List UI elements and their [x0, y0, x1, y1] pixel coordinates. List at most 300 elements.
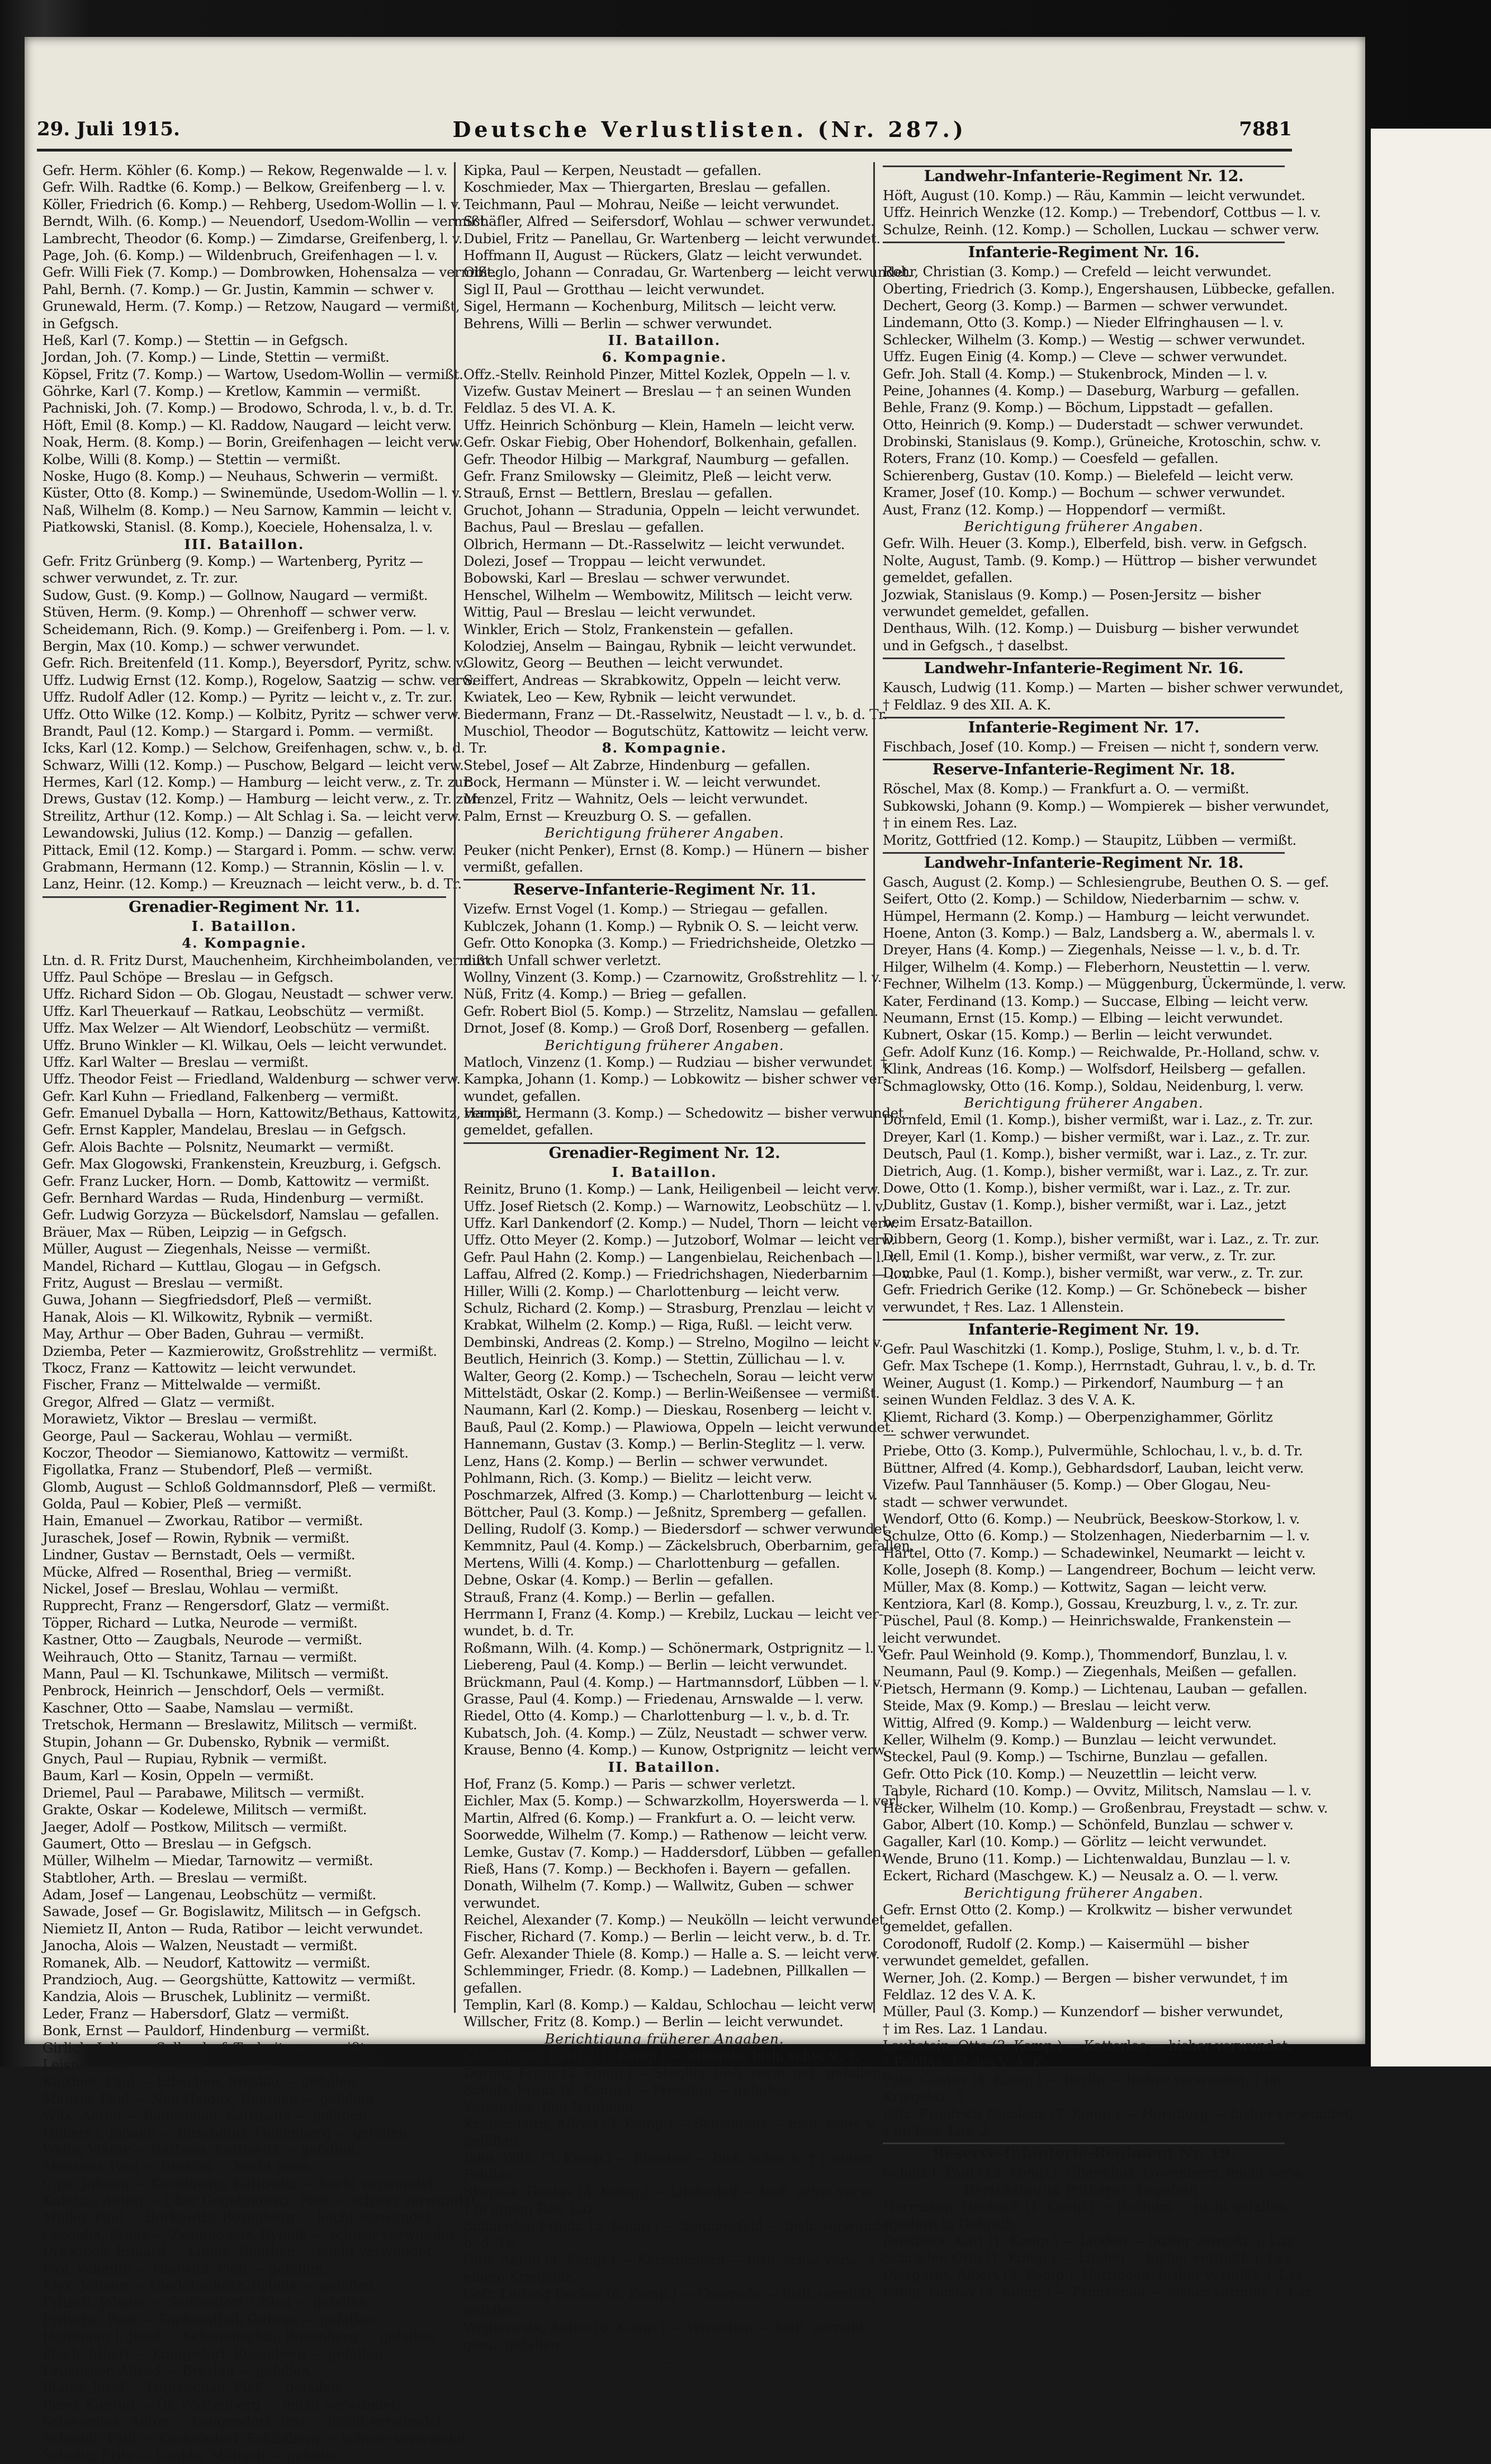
- casualty-entry: Drews, Gustav (12. Komp.) — Hamburg — leicht verw., z. Tr. zur.: [42, 791, 481, 807]
- casualty-entry: Köller, Friedrich (6. Komp.) — Rehberg, Usedom-Wollin — l. v.: [42, 196, 461, 212]
- casualty-entry: b. d. Tr.: [463, 2234, 515, 2251]
- casualty-entry: Gefr. Franz Smilowsky — Gleimitz, Pleß — leicht verw.: [463, 468, 832, 485]
- casualty-entry: Page, Joh. (6. Komp.) — Wildenbruch, Greifenhagen — l. v.: [42, 247, 438, 263]
- casualty-entry: Kolle, Joseph (8. Komp.) — Langendreer, Bochum — leicht verw.: [883, 1562, 1316, 1578]
- adjacent-page-edge: [1371, 129, 1491, 2066]
- casualty-entry: Martin, Alfred (6. Komp.) — Frankfurt a. O. — leicht verw.: [463, 1809, 856, 1826]
- casualty-entry: Uffz. Paul Schöpe — Breslau — in Gefgsch.: [42, 968, 334, 985]
- page-header: [37, 110, 1292, 152]
- casualty-entry: leicht verwundet.: [883, 1629, 1001, 1646]
- casualty-entry: Kipka, Paul — Kerpen, Neustadt — gefallen.: [463, 162, 761, 178]
- casualty-entry: Fiol, Valentin — Gleiwitz, Pleß — gefallen.: [42, 2260, 328, 2277]
- casualty-entry: Gefr. Bernhard Wardas — Ruda, Hindenburg — vermißt.: [42, 1190, 424, 1207]
- casualty-entry: Hanak, Alois — Kl. Wilkowitz, Rybnik — vermißt.: [42, 1308, 373, 1325]
- casualty-entry: Fechner, Wilhelm (13. Komp.) — Müggenburg, Ückermünde, l. verw.: [883, 976, 1346, 992]
- casualty-entry: Uffz. Max Welzer — Alt Wiendorf, Leobschütz — vermißt.: [42, 1020, 430, 1037]
- casualty-entry: Heß, Karl (7. Komp.) — Stettin — in Gefgsch.: [42, 332, 348, 348]
- casualty-entry: Guß, Anton (4. Komp.) — Karschenken — bish. schw. verw., † i.: [463, 2251, 888, 2268]
- casualty-entry: Gefr. Paul Hahn (2. Komp.) — Langenbielau, Reichenbach — l. v.: [463, 1248, 899, 1265]
- correction-heading: Berichtigung früherer Angaben.: [545, 2030, 784, 2047]
- casualty-entry: Schmaglowsky, Otto (16. Komp.), Soldau, Neidenburg, l. verw.: [883, 1077, 1304, 1094]
- casualty-entry: Gefr. Herm. Köhler (6. Komp.) — Rekow, Regenwalde — l. v.: [42, 162, 448, 178]
- casualty-entry: Behrens, Willi — Berlin — schwer verwundet.: [463, 315, 773, 332]
- casualty-entry: Lewandowski, Julius (12. Komp.) — Danzig — gefallen.: [42, 825, 413, 841]
- casualty-entry: Dziemba, Peter — Kazmierowitz, Großstrehlitz — vermißt.: [42, 1342, 437, 1359]
- casualty-entry: Tkocz, Franz — Kattowitz — leicht verwundet.: [42, 1359, 357, 1376]
- casualty-entry: Werner, Joh. (2. Komp.) — Bergen — bisher verwundet, † im: [883, 1969, 1288, 1986]
- casualty-entry: Naumann, Karl (2. Komp.) — Dieskau, Rosenberg — leicht v.: [463, 1402, 873, 1418]
- casualty-entry: Müller, Max (8. Komp.) — Kottwitz, Sagan — leicht verw.: [883, 1578, 1267, 1595]
- casualty-entry: Lambrecht, Theodor (6. Komp.) — Zimdarse, Greifenberg, l. v.: [42, 230, 463, 247]
- casualty-entry: Priebe, Otto (3. Komp.), Pulvermühle, Schlochau, l. v., b. d. Tr.: [883, 1443, 1303, 1459]
- casualty-entry: Kratzenberg, Alfred (3. Komp.) — Schwiebus — bish. schw. v.,: [463, 2115, 881, 2132]
- casualty-entry: Glowitz, Georg — Beuthen — leicht verwundet.: [463, 655, 783, 671]
- casualty-entry: Schmidt, Paul — Kochelsdorf, Schildberg — schwer verwundet.: [42, 2430, 471, 2447]
- casualty-entry: vermißt, gefallen.: [463, 859, 584, 876]
- correction-heading: Berichtigung früherer Angaben.: [964, 1884, 1204, 1901]
- casualty-entry: Gefr. Rich. Breitenfeld (11. Komp.), Beyersdorf, Pyritz, schw. v.: [42, 655, 466, 671]
- regiment-heading: Infanterie-Regiment Nr. 16.: [883, 242, 1285, 263]
- casualty-entry: Fritz, August — Breslau — vermißt.: [42, 1275, 283, 1291]
- casualty-entry: Mansla, Paul — Neu Heiduk, Beuthen — gefallen.: [42, 2090, 378, 2107]
- casualty-entry: Lanz, Heinr. (12. Komp.) — Kreuznach — leicht verw., b. d. Tr.: [42, 876, 462, 892]
- casualty-entry: Gefr. Willi Fiek (7. Komp.) — Dombrowken, Hohensalza — vermißt.: [42, 264, 496, 281]
- casualty-entry: Rieß, Hans (7. Komp.) — Beckhofen i. Bayern — gefallen.: [463, 1860, 851, 1877]
- casualty-entry: Guwa, Johann — Siegfriedsdorf, Pleß — vermißt.: [42, 1292, 372, 1308]
- casualty-entry: Baum, Karl — Kosin, Oppeln — vermißt.: [42, 1767, 314, 1784]
- casualty-entry: † Feldlaz. 12 des V. A. K.: [883, 2054, 1047, 2071]
- correction-heading: Berichtigung früherer Angaben.: [964, 1094, 1204, 1111]
- casualty-entry: Gefr. Ernst Kappler, Mandelau, Breslau — in Gefgsch.: [42, 1122, 406, 1138]
- casualty-entry: Gefr. Wilh. Radtke (6. Komp.) — Belkow, Greifenberg — l. v.: [42, 179, 446, 196]
- casualty-entry: Lemke, Gustav (7. Komp.) — Haddersdorf, Lübben — gefallen.: [463, 1843, 886, 1860]
- page-number: 7881: [1239, 118, 1292, 140]
- casualty-entry: Gasch, August (2. Komp.) — Schlesiengrube, Beuthen O. S. — gef.: [883, 873, 1329, 890]
- casualty-entry: Mücke, Alfred — Rosenthal, Brieg — vermißt.: [42, 1563, 352, 1580]
- casualty-entry: Schulze, Reinh. (12. Komp.) — Schollen, Luckau — schwer verw.: [883, 221, 1319, 238]
- casualty-entry: Juraschek, Josef — Rowin, Rybnik — vermißt.: [42, 1529, 349, 1546]
- casualty-entry: Wojtkowiak, Anton (6. Komp.) — Wreschen — bish. vermißt: [463, 2319, 865, 2336]
- casualty-entry: Delling, Rudolf (3. Komp.) — Biedersdorf — schwer verwundet.: [463, 1521, 892, 1538]
- casualty-entry: Uffz. Karl Theuerkauf — Ratkau, Leobschütz — vermißt.: [42, 1002, 424, 1019]
- casualty-entry: Vizefw. Ernst Vogel (1. Komp.) — Striegau — gefallen.: [463, 901, 828, 918]
- casualty-entry: Henschel, Wilhelm — Wembowitz, Militsch — leicht verw.: [463, 587, 853, 603]
- casualty-entry: Hain, Emanuel — Zworkau, Ratibor — vermißt.: [42, 1512, 363, 1529]
- casualty-entry: Driemel, Paul — Parabawe, Militsch — vermißt.: [42, 1784, 365, 1801]
- casualty-entry: Gefr. Ernst Otto (2. Komp.) — Krolkwitz — bisher verwundet: [883, 1901, 1292, 1918]
- casualty-entry: Uffz. Bruno Winkler — Kl. Wilkau, Oels — leicht verwundet.: [42, 1037, 447, 1053]
- casualty-entry: beim Ersatz-Bataillon.: [883, 1213, 1033, 1230]
- casualty-entry: Stüven, Herm. (9. Komp.) — Ohrenhoff — schwer verw.: [42, 604, 417, 621]
- casualty-entry: Hümpel, Hermann (2. Komp.) — Hamburg — leicht verwundet.: [883, 907, 1310, 924]
- casualty-entry: Hampel, Hermann (3. Komp.) — Schedowitz — bisher verwundet: [463, 1105, 904, 1122]
- casualty-entry: Gefr. Max Tschepe (1. Komp.), Herrnstadt, Guhrau, l. v., b. d. Tr.: [883, 1358, 1317, 1374]
- casualty-entry: gefallen.: [463, 2302, 522, 2319]
- casualty-entry: Eckert, Richard (Maschgew. K.) — Neusalz a. O. — l. verw.: [883, 1867, 1279, 1884]
- casualty-entry: Poschmarzek, Alfred (3. Komp.) — Charlottenburg — leicht v.: [463, 1487, 878, 1503]
- casualty-entry: Figollatka, Franz — Stubendorf, Pleß — vermißt.: [42, 1462, 373, 1478]
- casualty-entry: Höft, Emil (8. Komp.) — Kl. Raddow, Naugard — leicht verw.: [42, 417, 452, 433]
- casualty-entry: Fischer, Franz — Mittelwalde — vermißt.: [42, 1377, 321, 1393]
- casualty-entry: Pohl, Gustav (4. Komp.) — Berlin — bisher verwundet, † im: [883, 2071, 1282, 2088]
- casualty-entry: Vizefw. Paul Tannhäuser (5. Komp.) — Ober Glogau, Neu-: [883, 1477, 1271, 1493]
- casualty-entry: Uffz. Otto Wilke (12. Komp.) — Kolbitz, Pyritz — schwer verw.: [42, 706, 461, 722]
- casualty-entry: Leisner, Max — Breslau — vermißt.: [42, 2056, 282, 2073]
- casualty-entry: Kaschner, Otto — Saabe, Namslau — vermißt.: [42, 1699, 354, 1716]
- casualty-entry: Wende, Bruno (11. Komp.) — Lichtenwaldau, Bunzlau — l. v.: [883, 1850, 1291, 1867]
- casualty-entry: Stabtloher, Arth. — Breslau — vermißt.: [42, 1869, 307, 1886]
- casualty-entry: Oberting, Friedrich (3. Komp.), Engershausen, Lübbecke, gefallen.: [883, 280, 1335, 297]
- casualty-entry: Beutlich, Heinrich (3. Komp.) — Stettin, Züllichau — l. v.: [463, 1351, 845, 1368]
- casualty-entry: Riedel, Otto (4. Komp.) — Charlottenburg — l. v., b. d. Tr.: [463, 1708, 850, 1724]
- casualty-entry: Hoene, Anton (3. Komp.) — Balz, Landsberg a. W., abermals l. v.: [883, 925, 1315, 942]
- casualty-entry: Offz.-Stellv. Reinhold Pinzer, Mittel Kozlek, Oppeln — l. v.: [463, 366, 851, 382]
- casualty-entry: Gefr. Karl Kuhn — Friedland, Falkenberg — vermißt.: [42, 1087, 399, 1104]
- casualty-entry: Behle, Franz (9. Komp.) — Böchum, Lippstadt — gefallen.: [883, 399, 1274, 416]
- casualty-entry: Pahl, Bernh. (7. Komp.) — Gr. Justin, Kammin — schwer v.: [42, 281, 434, 297]
- correction-heading: Berichtigung früherer Angaben.: [964, 518, 1204, 535]
- issue-date: 29. Juli 1915.: [37, 118, 180, 140]
- casualty-entry: Nickel, Josef — Breslau, Wohlau — vermißt.: [42, 1581, 339, 1597]
- casualty-entry: Kandzia, Alois — Bruschek, Lublinitz — vermißt.: [42, 1988, 371, 2005]
- casualty-entry: Drobinski, Stanislaus (9. Komp.), Grüneiche, Krotoschin, schw. v.: [883, 433, 1321, 450]
- regiment-heading: Reserve-Infanterie-Regiment Nr. 19.: [883, 2143, 1285, 2164]
- casualty-entry: Kriegslaz. 3.: [883, 2088, 967, 2105]
- casualty-entry: seinen Wunden Feldlaz. 3 des V. A. K.: [883, 1392, 1135, 1408]
- column-middle: [454, 162, 915, 2370]
- casualty-entry: gemeldet, gefallen.: [883, 569, 1013, 586]
- casualty-entry: Gefr. Robert Biol (5. Komp.) — Strzelitz, Namslau — gefallen.: [463, 1002, 878, 1019]
- casualty-entry: Laffau, Alfred (2. Komp.) — Friedrichshagen, Niederbarnim — l. v.: [463, 1266, 912, 1283]
- casualty-entry: Sudow, Gust. (9. Komp.) — Gollnow, Naugard — vermißt.: [42, 587, 428, 603]
- casualty-entry: Püschel, Paul (8. Komp.) — Heinrichswalde, Frankenstein —: [883, 1612, 1291, 1629]
- casualty-entry: George, Paul — Sackerau, Wohlau — vermißt.: [42, 1427, 353, 1444]
- casualty-entry: Teichmann, Paul — Mohrau, Neiße — leicht verwundet.: [463, 196, 840, 212]
- casualty-entry: Härtel, Otto (7. Komp.) — Schadewinkel, Neumarkt — leicht v.: [883, 1544, 1306, 1561]
- casualty-entry: Prandzioch, Aug. — Georgshütte, Kattowitz — vermißt.: [42, 1971, 416, 1988]
- casualty-entry: Schulz, Franz (2. Komp.) — Prenzlau — gefallen.: [463, 2081, 793, 2098]
- regiment-heading: Reserve-Infanterie-Regiment Nr. 11.: [463, 879, 865, 901]
- casualty-entry: stadt — schwer verwundet.: [883, 1493, 1068, 1510]
- casualty-entry: Grasse, Paul (4. Komp.) — Friedenau, Arnswalde — l. verw.: [463, 1690, 864, 1707]
- casualty-entry: Niemietz II, Anton — Ruda, Ratibor — leicht verwundet.: [42, 1920, 423, 1937]
- casualty-entry: Klink, Andreas (16. Komp.) — Wolfsdorf, Heilsberg — gefallen.: [883, 1061, 1306, 1077]
- casualty-entry: Uffz. Richard Sidon — Ob. Glogau, Neustadt — schwer verw.: [42, 986, 454, 1002]
- casualty-entry: Uffz. Friedrich Nicolaus (7. Komp.) — Hornburg — bisher verwundet,: [883, 2105, 1353, 2122]
- casualty-entry: durch Unfall schwer verletzt.: [463, 952, 661, 968]
- casualty-entry: Gefr. Emanuel Dyballa — Horn, Kattowitz/Bethaus, Kattowitz, vermißt.: [42, 1105, 522, 1122]
- regiment-heading: Grenadier-Regiment Nr. 11.: [42, 896, 446, 918]
- regiment-heading: Reserve-Infanterie-Regiment Nr. 18.: [883, 759, 1285, 781]
- casualty-entry: Czogalla, Franz — Zwonnowitz, Rybnik — schwer verwundet.: [42, 2226, 459, 2243]
- casualty-entry: Gefr. Franz Lucker, Horn. — Domb, Kattowitz — vermißt.: [42, 1172, 430, 1189]
- casualty-entry: Beier, Konrad — Gr. Wartenberg — leicht verwundet.: [42, 2396, 401, 2413]
- casualty-entry: Krabkat, Wilhelm (2. Komp.) — Riga, Rußl. — leicht verw.: [463, 1317, 853, 1333]
- casualty-entry: Röschel, Max (8. Komp.) — Frankfurt a. O. — vermißt.: [883, 781, 1249, 797]
- correction-heading: Berichtigung früherer Angaben.: [545, 1037, 784, 1053]
- section-heading: 4. Kompagnie.: [182, 935, 307, 952]
- casualty-entry: Sigel, Hermann — Kochenburg, Militsch — leicht verw.: [463, 298, 837, 315]
- casualty-entry: gefallen.: [463, 2132, 522, 2149]
- casualty-entry: Biedermann, Franz — Dt.-Rasselwitz, Neustadt — l. v., b. d. Tr.: [463, 706, 888, 722]
- casualty-entry: Bonk, Ernst — Pauldorf, Hindenburg — vermißt.: [42, 2022, 370, 2039]
- casualty-entry: Pachniski, Joh. (7. Komp.) — Brodowo, Schroda, l. v., b. d. Tr.: [42, 400, 454, 417]
- casualty-entry: Adam, Josef — Langenau, Leobschütz — vermißt.: [42, 1886, 376, 1903]
- casualty-entry: Dietrich, Aug. (1. Komp.), bisher vermißt, war i. Laz., z. Tr. zur.: [883, 1162, 1309, 1179]
- casualty-entry: Schäfler, Alfred — Seifersdorf, Wohlau — schwer verwundet.: [463, 213, 875, 230]
- casualty-entry: Drnot, Josef (8. Komp.) — Groß Dorf, Rosenberg — gefallen.: [463, 1020, 869, 1037]
- casualty-entry: Gefr. Adolf Kunz (16. Komp.) — Reichwalde, Pr.-Holland, schw. v.: [883, 1043, 1320, 1060]
- casualty-entry: Mann, Paul — Kl. Tschunkawe, Militsch — vermißt.: [42, 1665, 389, 1682]
- casualty-entry: Walter, Georg (2. Komp.) — Tschecheln, Sorau — leicht verw.: [463, 1368, 877, 1384]
- casualty-entry: Dombke, Paul (1. Komp.), bisher vermißt, war verw., z. Tr. zur.: [883, 1264, 1304, 1281]
- casualty-entry: Köpsel, Fritz (7. Komp.) — Wartow, Usedom-Wollin — vermißt.: [42, 366, 463, 382]
- casualty-entry: Drewniok, Eduard — Lipine, Beuthen — leicht verwundet.: [42, 2243, 436, 2260]
- casualty-entry: Schulz, Richard (2. Komp.) — Strasburg, Prenzlau — leicht v.: [463, 1300, 876, 1316]
- casualty-entry: — schwer verwundet.: [883, 1426, 1030, 1442]
- casualty-entry: wundet, b. d. Tr.: [463, 1623, 574, 1639]
- casualty-entry: Gefr. Fritz Grünberg (9. Komp.) — Wartenberg, Pyritz —: [42, 552, 423, 569]
- casualty-entry: Ploch, Albert — Königsdorf, Rosenberg — gefallen.: [42, 2345, 387, 2362]
- casualty-entry: Willscher, Fritz (8. Komp.) — Berlin — leicht verwundet.: [463, 2013, 844, 2030]
- casualty-entry: Kater, Ferdinand (13. Komp.) — Succase, Elbing — leicht verw.: [883, 992, 1309, 1009]
- casualty-entry: † im Res. Laz. 2.: [883, 2122, 993, 2139]
- casualty-entry: Wittig, Alfred (9. Komp.) — Waldenburg — leicht verw.: [883, 1714, 1252, 1731]
- casualty-entry: Bräuer, Max — Rüben, Leipzig — in Gefgsch.: [42, 1223, 347, 1240]
- casualty-entry: Kurdner, Paul — Elbechen, Breslau — gefallen.: [42, 2073, 360, 2090]
- casualty-entry: Streilitz, Arthur (12. Komp.) — Alt Schlag i. Sa. — leicht verw.: [42, 807, 461, 824]
- column-right: [873, 162, 1353, 2300]
- casualty-entry: Menzner, Paul — Breslau — leicht verw.: [42, 2158, 312, 2175]
- casualty-entry: Rupprecht, Franz — Rengersdorf, Glatz — vermißt.: [42, 1597, 390, 1614]
- casualty-entry: Gagaller, Karl (10. Komp.) — Görlitz — leicht verwundet.: [883, 1833, 1267, 1850]
- casualty-entry: Penbrock, Heinrich — Jenschdorf, Oels — vermißt.: [42, 1682, 385, 1699]
- casualty-entry: Romanek, Alb. — Neudorf, Kattowitz — vermißt.: [42, 1954, 371, 1971]
- casualty-entry: Müller, Paul (3. Komp.) — Kunzendorf — bisher verwundet,: [883, 2003, 1284, 2020]
- casualty-entry: Müller, August — Ziegenhals, Neisse — vermißt.: [42, 1241, 371, 1257]
- casualty-entry: Schrader, Otto (1. Komp.) — Linden — bisher vermißt, i. Laz.: [883, 2249, 1295, 2266]
- casualty-entry: Mertens, Willi (4. Komp.) — Charlottenburg — gefallen.: [463, 1554, 840, 1571]
- casualty-entry: May, Arthur — Ober Baden, Guhrau — vermißt.: [42, 1326, 365, 1342]
- casualty-entry: Piatkowski, Stanisl. (8. Komp.), Koeciele, Hohensalza, l. v.: [42, 519, 433, 536]
- casualty-entry: Janocha, Alois — Walzen, Neustadt — vermißt.: [42, 1937, 358, 1954]
- casualty-entry: Kemmnitz, Paul (4. Komp.) — Zäckelsbruch, Oberbarnim, gefallen.: [463, 1538, 915, 1554]
- casualty-entry: Uffz. Theodor Feist — Friedland, Waldenburg — schwer verw.: [42, 1071, 461, 1087]
- casualty-entry: Feldlaz.: [463, 2166, 516, 2183]
- casualty-entry: Gefr. Oskar Fiebig, Ober Hohendorf, Bolkenhain, gefallen.: [463, 434, 857, 451]
- casualty-entry: Dembinski, Andreas (2. Komp.) — Strelno, Mogilno — leicht v.: [463, 1333, 883, 1350]
- casualty-entry: Böttcher, Paul (3. Komp.) — Jeßnitz, Spremberg — gefallen.: [463, 1503, 867, 1520]
- regiment-heading: Grenadier-Regiment Nr. 12.: [463, 1142, 865, 1164]
- casualty-entry: Grakte, Oskar — Kodelewe, Militsch — vermißt.: [42, 1801, 367, 1818]
- casualty-entry: Kubitza, Anton — Ober Gogolinowitz, Pleß — schwer verwundet.: [42, 2192, 480, 2209]
- casualty-entry: Küster, Otto (8. Komp.) — Swinemünde, Usedom-Wollin — l. v.: [42, 485, 462, 502]
- casualty-entry: Schneider, Friedr. (3. Komp.) — Sommerfeld — bish. verwundet,: [463, 2217, 898, 2234]
- casualty-entry: Weihrauch, Otto — Stanitz, Tarnau — vermißt.: [42, 1648, 357, 1665]
- casualty-entry: Dreyer, Hans (4. Komp.) — Ziegenhals, Neisse — l. v., b. d. Tr.: [883, 942, 1300, 958]
- casualty-entry: Wollny, Vinzent (3. Komp.) — Czarnowitz, Großstrehlitz — l. v.: [463, 968, 882, 985]
- casualty-entry: Uffz. Eugen Einig (4. Komp.) — Cleve — schwer verwundet.: [883, 348, 1288, 365]
- casualty-entry: Fabig, Gustav (4. Komp.) — Primkenau — bisher vermißt, i. Laz.: [883, 2283, 1316, 2300]
- casualty-entry: Dowe, Otto (1. Komp.), bisher vermißt, war i. Laz., z. Tr. zur.: [883, 1179, 1291, 1196]
- casualty-entry: Liebereng, Paul (4. Komp.) — Berlin — leicht verwundet.: [463, 1657, 848, 1673]
- casualty-entry: Debne, Oskar (4. Komp.) — Berlin — gefallen.: [463, 1572, 774, 1588]
- casualty-entry: Naß, Wilhelm (8. Komp.) — Neu Sarnow, Kammin — leicht v.: [42, 502, 452, 518]
- casualty-entry: Nüß, Fritz (4. Komp.) — Brieg — gefallen.: [463, 986, 747, 1002]
- casualty-entry: Klyk, Johann — Niedobschütz, Rybnik — gefallen.: [42, 2277, 378, 2294]
- casualty-entry: Hermes, Karl (12. Komp.) — Hamburg — leicht verw., z. Tr. zur.: [42, 774, 472, 791]
- casualty-entry: Jozwiak, Stanislaus (9. Komp.) — Posen-Jersitz — bisher: [883, 586, 1261, 603]
- casualty-entry: Cipa, Johann — Kochlowitz, Kattowitz — leicht verwundet.: [42, 2175, 438, 2192]
- casualty-entry: verwundet, † Res. Laz. 1 Allenstein.: [883, 1298, 1124, 1315]
- casualty-entry: Brückmann, Paul (4. Komp.) — Hartmannsdorf, Lübben — l. v.: [463, 1673, 883, 1690]
- section-heading: I. Bataillon.: [612, 1164, 717, 1180]
- casualty-entry: Töpper, Richard — Lutka, Neurode — vermißt.: [42, 1614, 358, 1631]
- regiment-heading: Landwehr-Infanterie-Regiment Nr. 12.: [883, 165, 1285, 187]
- casualty-entry: Uffz. Rudolf Adler (12. Komp.) — Pyritz — leicht v., z. Tr. zur.: [42, 689, 453, 706]
- casualty-entry: Strauß, Franz (4. Komp.) — Berlin — gefallen.: [463, 1588, 775, 1605]
- casualty-entry: Jaeger, Adolf — Postkow, Militsch — vermißt.: [42, 1818, 347, 1835]
- casualty-entry: Gefr. Ludwig Gorzyza — Bückelsdorf, Namslau — gefallen.: [42, 1207, 439, 1223]
- casualty-entry: Hoffmann I, Josef — Schwentschin, Rosenberg — gefallen.: [42, 2328, 438, 2345]
- casualty-entry: Deutsch, Paul (1. Komp.), bisher vermißt, war i. Laz., z. Tr. zur.: [883, 1146, 1308, 1162]
- casualty-entry: Koschmieder, Max — Thiergarten, Breslau — gefallen.: [463, 179, 831, 196]
- casualty-entry: Höft, August (10. Komp.) — Räu, Kammin — leicht verwundet.: [883, 187, 1305, 204]
- correction-heading: Berichtigung früherer Angaben.: [545, 825, 784, 841]
- casualty-entry: Gaumert, Otto — Breslau — in Gefgsch.: [42, 1835, 312, 1852]
- casualty-entry: Rohr, Christian (3. Komp.) — Crefeld — leicht verwundet.: [883, 263, 1272, 280]
- casualty-entry: verwundet gemeldet, gefallen.: [883, 603, 1089, 619]
- casualty-entry: Walla, Viktor — Barbara, Kattowitz — gefallen.: [42, 2141, 359, 2158]
- casualty-entry: Gefr. Friedrich Gerike (12. Komp.) — Gr. Schönebeck — bisher: [883, 1281, 1307, 1298]
- casualty-entry: Schlecker, Wilhelm (3. Komp.) — Westig — schwer verwundet.: [883, 331, 1305, 348]
- casualty-entry: Hannemann, Gustav (3. Komp.) — Berlin-Steglitz — l. verw.: [463, 1436, 865, 1453]
- casualty-entry: Golda, Paul — Kobier, Pleß — vermißt.: [42, 1496, 302, 1512]
- casualty-entry: Dibbern, Georg (1. Komp.), bisher vermißt, war i. Laz., z. Tr. zur.: [883, 1231, 1320, 1247]
- casualty-entry: Kubatsch, Joh. (4. Komp.) — Zülz, Neustadt — schwer verw.: [463, 1724, 868, 1741]
- end-rule: —: [657, 2353, 671, 2370]
- casualty-entry: Neumann, Paul (9. Komp.) — Ziegenhals, Meißen — gefallen.: [883, 1663, 1297, 1680]
- casualty-entry: Vereinslaz. Bad Nauheim.: [463, 2098, 638, 2115]
- casualty-entry: † Feldlaz. 9 des XII. A. K.: [883, 696, 1051, 713]
- casualty-entry: Laubstein, Otto (3. Komp.) — Katterlee — bisher verwundet,: [883, 2037, 1292, 2054]
- casualty-entry: Jordan, Joh. (7. Komp.) — Linde, Stettin — vermißt.: [42, 349, 390, 366]
- casualty-entry: † im Res. Laz. 1 Landau.: [883, 2020, 1048, 2037]
- casualty-entry: Uffz. Ludwig Ernst (12. Komp.), Rogelow, Saatzig — schw. verw.: [42, 671, 476, 688]
- casualty-entry: Fischer, Richard (7. Komp.) — Berlin — leicht verw., b. d. Tr.: [463, 1928, 872, 1945]
- casualty-entry: Tretschok, Hermann — Breslawitz, Militsch — vermißt.: [42, 1716, 418, 1733]
- casualty-entry: Brandt, Paul (12. Komp.) — Stargard i. Pomm. — vermißt.: [42, 722, 434, 739]
- casualty-entry: Steckel, Paul (9. Komp.) — Tschirne, Bunzlau — gefallen.: [883, 1748, 1268, 1765]
- casualty-entry: Hilger, Wilhelm (4. Komp.) — Fleberhorn, Neustettin — l. verw.: [883, 958, 1310, 975]
- section-heading: II. Bataillon.: [608, 332, 721, 348]
- casualty-entry: Muschiol, Theodor — Bogutschütz, Kattowitz — leicht verw.: [463, 722, 869, 739]
- casualty-entry: Bock, Hermann — Münster i. W. — leicht verwundet.: [463, 774, 821, 791]
- casualty-entry: Templin, Karl (8. Komp.) — Kaldau, Schlochau — leicht verw.: [463, 1997, 876, 2013]
- casualty-entry: Menzel, Fritz — Wahnitz, Oels — leicht verwundet.: [463, 791, 808, 807]
- casualty-entry: Sawade, Josef — Gr. Bogislawitz, Militsch — in Gefgsch.: [42, 1903, 422, 1920]
- casualty-entry: Steide, Max (9. Komp.) — Breslau — leicht verw.: [883, 1697, 1211, 1714]
- casualty-entry: Aust, Franz (12. Komp.) — Hoppendorf — vermißt.: [883, 501, 1226, 518]
- casualty-entry: Matloch, Vinzenz (1. Komp.) — Rudziau — bisher verwundet, †.: [463, 1053, 892, 1070]
- casualty-entry: Dechert, Georg (3. Komp.) — Barmen — schwer verwundet.: [883, 297, 1288, 314]
- casualty-entry: Jahn, Wilh. (3. Komp.) — Kliestow — bish. schw. v., † i. einem: [463, 2149, 874, 2166]
- casualty-entry: Hiller, Willi (2. Komp.) — Charlottenburg — leicht verw.: [463, 1283, 840, 1299]
- casualty-entry: Roßmann, Wilh. (4. Komp.) — Schönermark, Ostprignitz — l. v.: [463, 1639, 888, 1656]
- casualty-entry: Hecker, Wilhelm (10. Komp.) — Großenbrau, Freystadt — schw. v.: [883, 1799, 1328, 1816]
- casualty-entry: in Gefgsch.: [42, 315, 119, 332]
- section-heading: 8. Kompagnie.: [602, 740, 727, 756]
- casualty-entry: Grabmann, Hermann (12. Komp.) — Strannin, Köslin — l. v.: [42, 859, 444, 876]
- casualty-entry: Sigl II, Paul — Grotthau — leicht verwundet.: [463, 281, 765, 297]
- casualty-entry: Mittelstädt, Oskar (2. Komp.) — Berlin-Weißensee — vermißt.: [463, 1384, 880, 1401]
- casualty-entry: Bobowski, Karl — Breslau — schwer verwundet.: [463, 570, 791, 587]
- casualty-entry: Dell, Emil (1. Komp.), bisher vermißt, war verw., z. Tr. zur.: [883, 1247, 1276, 1264]
- casualty-entry: Kubnert, Oskar (15. Komp.) — Berlin — leicht verwundet.: [883, 1027, 1273, 1043]
- casualty-entry: Icks, Karl (12. Komp.) — Selchow, Greifenhagen, schw. v., b. d. Tr.: [42, 740, 487, 756]
- casualty-entry: Stebel, Josef — Alt Zabrze, Hindenburg — gefallen.: [463, 756, 811, 773]
- correction-heading: Berichtigung früherer Angaben.: [964, 2181, 1204, 2198]
- regiment-heading: Infanterie-Regiment Nr. 19.: [883, 1319, 1285, 1341]
- casualty-entry: Gefr. Wilh. Heuer (3. Komp.), Elberfeld, bish. verw. in Gefgsch.: [883, 535, 1307, 552]
- casualty-entry: Büttner, Alfred (4. Komp.), Gebhardsdorf, Lauban, leicht verw.: [883, 1459, 1304, 1476]
- casualty-entry: Gabor, Albert (10. Komp.) — Schönfeld, Bunzlau — schwer v.: [883, 1816, 1294, 1833]
- casualty-entry: † in einem Res. Laz.: [883, 815, 1017, 831]
- casualty-entry: Leuchtner, Alfred — Breslau — gefallen.: [42, 2362, 315, 2378]
- casualty-entry: Schlemminger, Friedr. (8. Komp.) — Ladebnen, Pillkallen —: [463, 1962, 866, 1979]
- casualty-list-columns: [35, 162, 1353, 2463]
- casualty-entry: Donath, Wilhelm (7. Komp.) — Wallwitz, Guben — schwer: [463, 1877, 854, 1894]
- casualty-entry: Feldlaz. 5 des VI. A. K.: [463, 400, 616, 417]
- casualty-entry: Kliemt, Richard (3. Komp.) — Oberpenzighammer, Görlitz: [883, 1408, 1273, 1425]
- casualty-entry: Noak, Herm. (8. Komp.) — Borin, Greifenhagen — leicht verw.: [42, 434, 463, 451]
- casualty-entry: Fritsche, Paul — Sophienthal, Guhrau — gefallen.: [42, 2311, 378, 2328]
- casualty-entry: Berndt, Wilh. (6. Komp.) — Neuendorf, Usedom-Wollin — vermißt.: [42, 213, 490, 230]
- casualty-entry: Vizefw. Gustav Meinert — Breslau — † an seinen Wunden: [463, 383, 851, 400]
- casualty-entry: Dublitz, Gustav (1. Komp.), bisher vermißt, war i. Laz., jetzt: [883, 1196, 1286, 1213]
- section-heading: I. Bataillon.: [191, 918, 297, 934]
- casualty-entry: Denthaus, Wilh. (12. Komp.) — Duisburg — bisher verwundet: [883, 620, 1299, 637]
- section-heading: II. Bataillon.: [608, 1758, 721, 1775]
- casualty-entry: Gnych, Paul — Rupiau, Rybnik — vermißt.: [42, 1750, 327, 1767]
- casualty-entry: Feldlaz. 12 des V. A. K.: [883, 1986, 1036, 2003]
- casualty-entry: Gregor, Alfred — Glatz — vermißt.: [42, 1393, 275, 1410]
- casualty-entry: Peuker (nicht Penker), Ernst (8. Komp.) — Hünern — bisher: [463, 841, 869, 858]
- regiment-heading: Infanterie-Regiment Nr. 17.: [883, 717, 1285, 739]
- casualty-entry: Seifert, Otto (2. Komp.) — Schildow, Niederbarnim — schw. v.: [883, 891, 1300, 907]
- casualty-entry: Uffz. Heinrich Wenzke (12. Komp.) — Trebendorf, Cottbus — l. v.: [883, 204, 1321, 221]
- casualty-entry: und in Gefgsch., † daselbst.: [883, 637, 1068, 654]
- casualty-entry: Reichel, Alexander (7. Komp.) — Neukölln — leicht verwundet.: [463, 1912, 889, 1928]
- casualty-entry: Tabyle, Richard (10. Komp.) — Ovvitz, Militsch, Namslau — l. v.: [883, 1782, 1312, 1799]
- casualty-entry: gemeldet, gefallen.: [883, 1918, 1013, 1935]
- casualty-entry: einem Kriegslaz.: [463, 2268, 576, 2285]
- casualty-entry: Lindemann, Otto (3. Komp.) — Nieder Elfringhausen — l. v.: [883, 314, 1284, 331]
- casualty-entry: Noske, Hugo (8. Komp.) — Neuhaus, Schwerin — vermißt.: [42, 468, 438, 485]
- casualty-entry: Gefr. Theodor Hilbig — Markgraf, Naumburg — gefallen.: [463, 451, 849, 467]
- casualty-entry: Herrmann I, Franz (4. Komp.) — Krebilz, Luckau — leicht ver-: [463, 1606, 883, 1623]
- casualty-entry: Pittack, Emil (12. Komp.) — Stargard i. Pomm. — schw. verw.: [42, 841, 456, 858]
- issue-number: (Nr. 287.): [817, 116, 967, 142]
- casualty-entry: Corodonoff, Rudolf (2. Komp.) — Kaisermühl — bisher: [883, 1935, 1249, 1952]
- casualty-entry: Dornfeld, Emil (1. Komp.), bisher vermißt, war i. Laz., z. Tr. zur.: [883, 1112, 1313, 1128]
- casualty-entry: Fischbach, Josef (10. Komp.) — Freisen — nicht †, sondern verw.: [883, 738, 1319, 755]
- casualty-entry: Nolte, August, Tamb. (9. Komp.) — Hüttrop — bisher verwundet: [883, 552, 1317, 569]
- casualty-entry: Uffz. Otto Meyer (2. Komp.) — Jutzoborf, Wolmar — leicht verw.: [463, 1232, 896, 1248]
- casualty-entry: Dolezi, Josef — Troppau — leicht verwundet.: [463, 552, 766, 569]
- casualty-entry: Schwientek, Anton — Langendorf, Tost — leicht verwundet.: [42, 2413, 446, 2430]
- casualty-entry: Skopnik, Gustav (3. Komp.) — Lindenhof — bish. schw. verw.,: [463, 2183, 878, 2200]
